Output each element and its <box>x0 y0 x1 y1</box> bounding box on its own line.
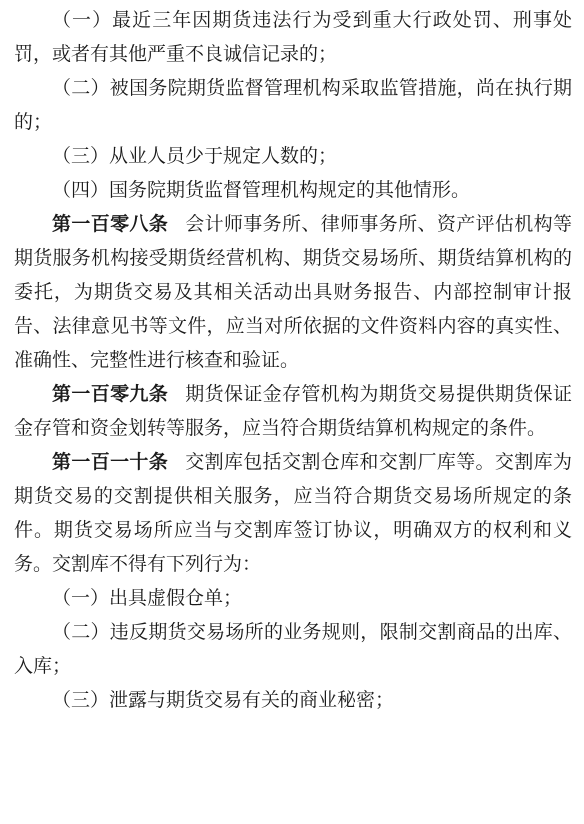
paragraph-text: （三）从业人员少于规定人数的； <box>52 145 338 167</box>
article-paragraph <box>14 207 572 377</box>
paragraph-text: （四）国务院期货监督管理机构规定的其他情形。 <box>52 179 471 201</box>
article-number: 第一百零九条 <box>52 383 169 405</box>
paragraph-text: 会计师事务所、律师事务所、资产评估机构等期货服务机构接受期货经营机构、期货交易场所、期货结算机构的委托，为期货交易及其相关活动出具财务报告、内部控制审计报告、法律意见书等文件，应当对所依据的文件资料内容的真实性、准确性、完整性进行核查和验证。 <box>14 213 572 371</box>
paragraph-text: （一）最近三年因期货违法行为受到重大行政处罚、刑事处罚，或者有其他严重不良诚信记录的； <box>14 9 572 65</box>
paragraph-text: （二）被国务院期货监督管理机构采取监管措施，尚在执行期的； <box>14 77 572 133</box>
article-paragraph <box>14 377 572 445</box>
paragraph-text: （三）泄露与期货交易有关的商业秘密； <box>52 689 395 711</box>
clause-paragraph <box>14 139 572 173</box>
document-page <box>14 0 572 717</box>
article-number: 第一百一十条 <box>52 451 169 473</box>
paragraph-text: 交割库包括交割仓库和交割厂库等。交割库为期货交易的交割提供相关服务，应当符合期货交易场所规定的条件。期货交易场所应当与交割库签订协议，明确双方的权利和义务。交割库不得有下列行为： <box>14 451 572 575</box>
clause-paragraph <box>14 3 572 71</box>
paragraph-text: （二）违反期货交易场所的业务规则，限制交割商品的出库、入库； <box>14 621 572 677</box>
paragraph-text: （一）出具虚假仓单； <box>52 587 243 609</box>
article-paragraph <box>14 445 572 581</box>
paragraph-text: 期货保证金存管机构为期货交易提供期货保证金存管和资金划转等服务，应当符合期货结算机构规定的条件。 <box>14 383 572 439</box>
clause-paragraph <box>14 683 572 717</box>
clause-paragraph <box>14 71 572 139</box>
clause-paragraph <box>14 581 572 615</box>
clause-paragraph <box>14 615 572 683</box>
clause-paragraph <box>14 173 572 207</box>
article-number: 第一百零八条 <box>52 213 169 235</box>
